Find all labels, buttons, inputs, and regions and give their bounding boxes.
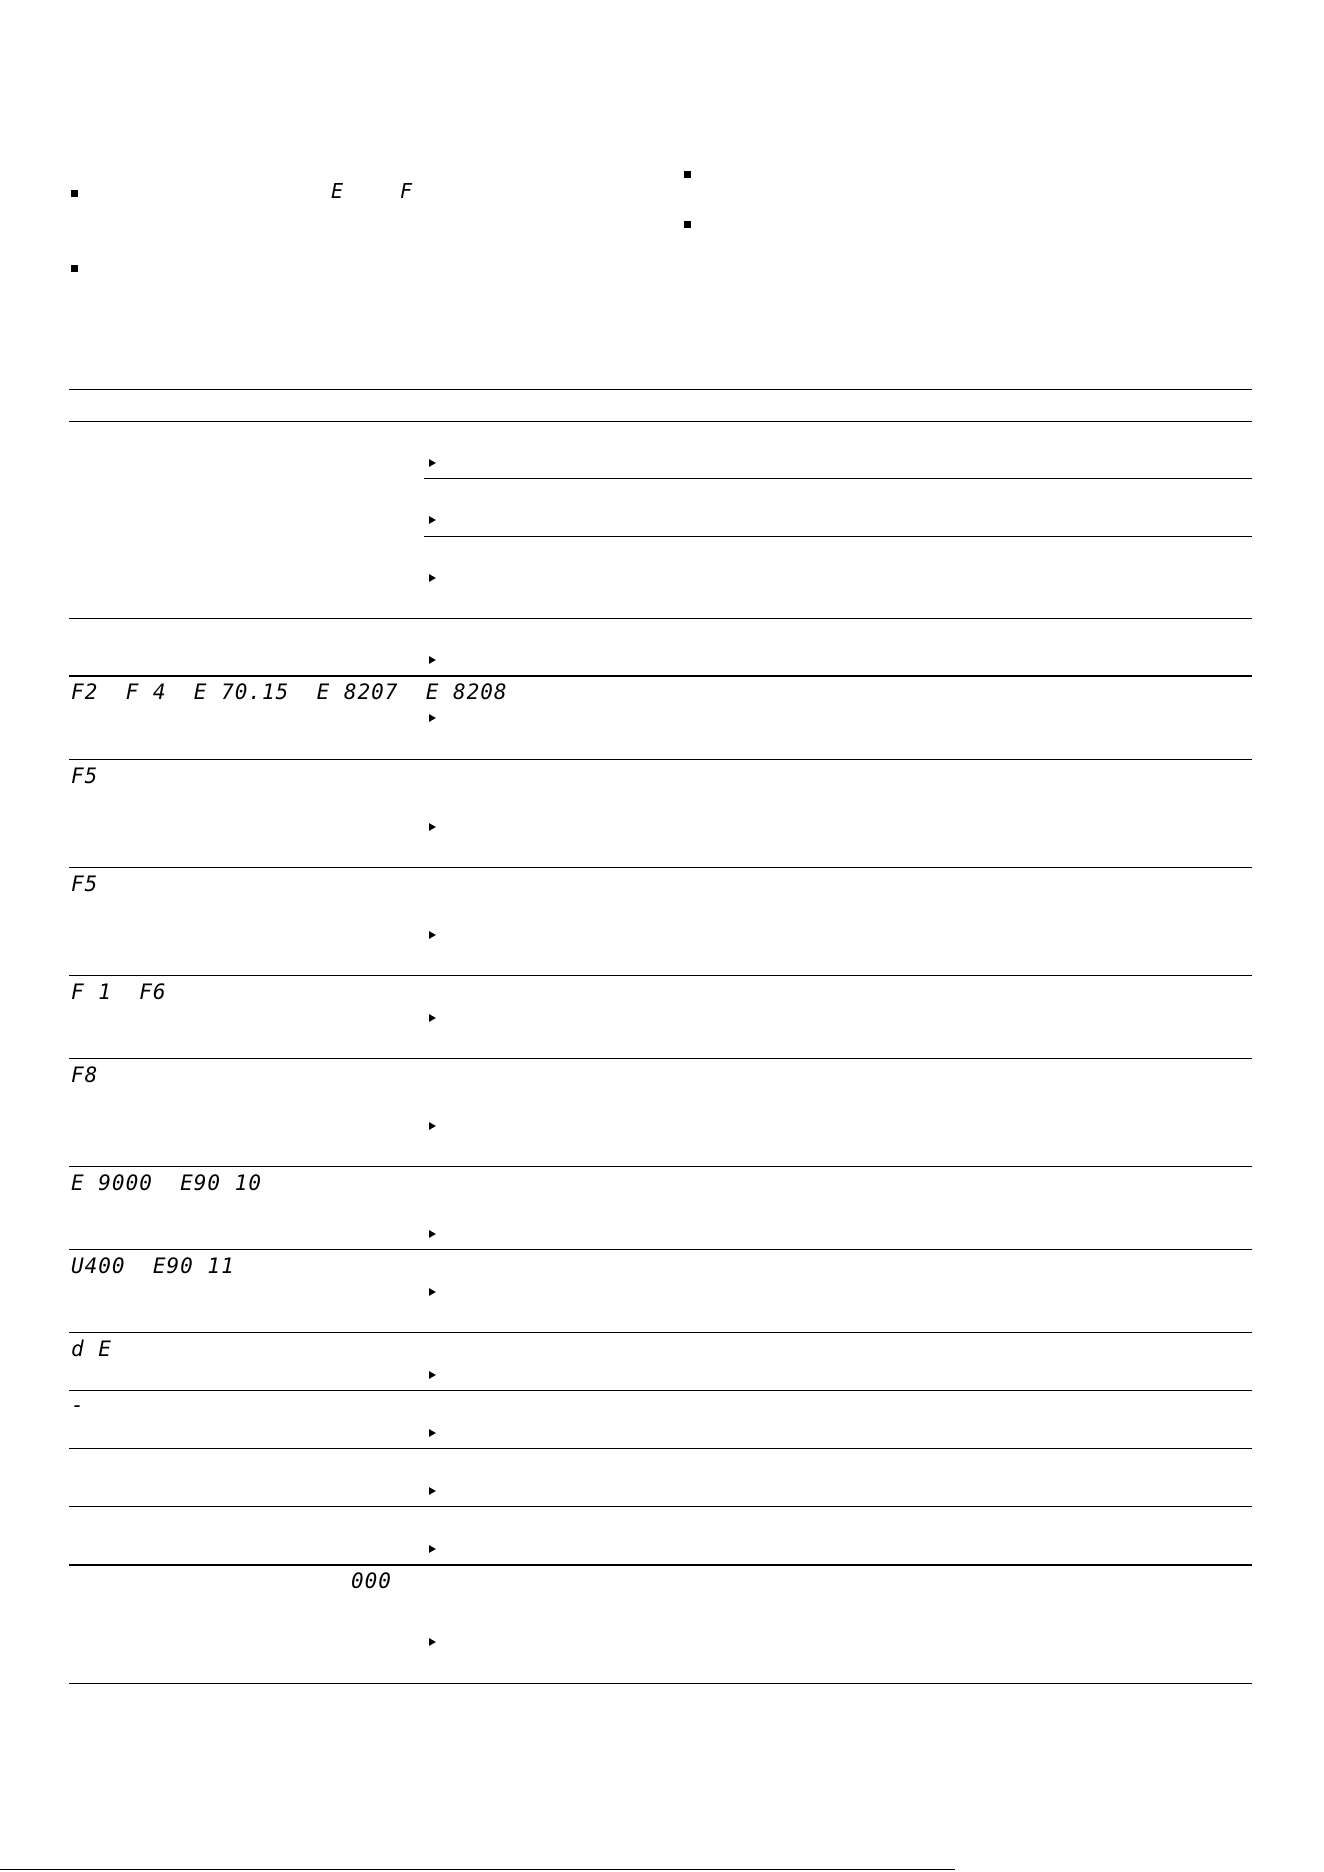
bullet-right-1 (684, 171, 691, 178)
remedy-arrow-icon (429, 714, 436, 722)
fault-code-dash: - (71, 1393, 85, 1417)
row-rule (69, 975, 1252, 976)
row-rule (69, 1506, 1252, 1507)
remedy-arrow-icon (429, 1230, 436, 1238)
row-rule (69, 618, 1252, 619)
remedy-arrow-icon (429, 931, 436, 939)
display-symbol-e: E (331, 179, 345, 203)
remedy-arrow-icon (429, 1487, 436, 1495)
remedy-arrow-icon (429, 459, 436, 467)
row-rule (69, 1058, 1252, 1059)
remedy-arrow-icon (429, 516, 436, 524)
remedy-arrow-icon (429, 1545, 436, 1553)
remedy-arrow-icon (429, 1429, 436, 1437)
row-rule (69, 759, 1252, 760)
fault-code-e9000-e9010: E 9000 E90 10 (71, 1171, 263, 1195)
table-bottom-rule (69, 1683, 1252, 1684)
remedy-arrow-icon (429, 1288, 436, 1296)
display-symbol-f: F (400, 179, 414, 203)
sub-row-rule (424, 478, 1252, 479)
table-header-rule (69, 421, 1252, 422)
fault-code-u400-e9011: U400 E90 11 (71, 1254, 235, 1278)
remedy-arrow-icon (429, 574, 436, 582)
row-rule (69, 1448, 1252, 1449)
footer-rule (0, 1869, 955, 1870)
remedy-arrow-icon (429, 1638, 436, 1646)
row-rule (69, 1332, 1252, 1333)
bullet-right-2 (684, 221, 691, 228)
row-rule (69, 1564, 1252, 1566)
row-rule (69, 1166, 1252, 1167)
bullet-left-1 (71, 190, 78, 197)
fault-code-f8: F8 (71, 1063, 99, 1087)
remedy-arrow-icon (429, 656, 436, 664)
fault-code-de: d E (71, 1337, 112, 1361)
remedy-arrow-icon (429, 1122, 436, 1130)
row-rule (69, 1249, 1252, 1250)
sub-row-rule (424, 536, 1252, 537)
bullet-left-2 (71, 265, 78, 272)
remedy-arrow-icon (429, 823, 436, 831)
remedy-arrow-icon (429, 1371, 436, 1379)
display-code-000: 000 (351, 1569, 392, 1593)
remedy-arrow-icon (429, 1014, 436, 1022)
fault-code-f2-f4-e7015-e8207-e8208: F2 F 4 E 70.15 E 8207 E 8208 (71, 680, 508, 704)
fault-code-f5: F5 (71, 764, 99, 788)
row-rule (69, 1390, 1252, 1391)
fault-code-f5: F5 (71, 872, 99, 896)
row-rule (69, 867, 1252, 868)
table-top-rule (69, 389, 1252, 390)
fault-code-f1-f6: F 1 F6 (71, 980, 167, 1004)
row-rule (69, 675, 1252, 677)
